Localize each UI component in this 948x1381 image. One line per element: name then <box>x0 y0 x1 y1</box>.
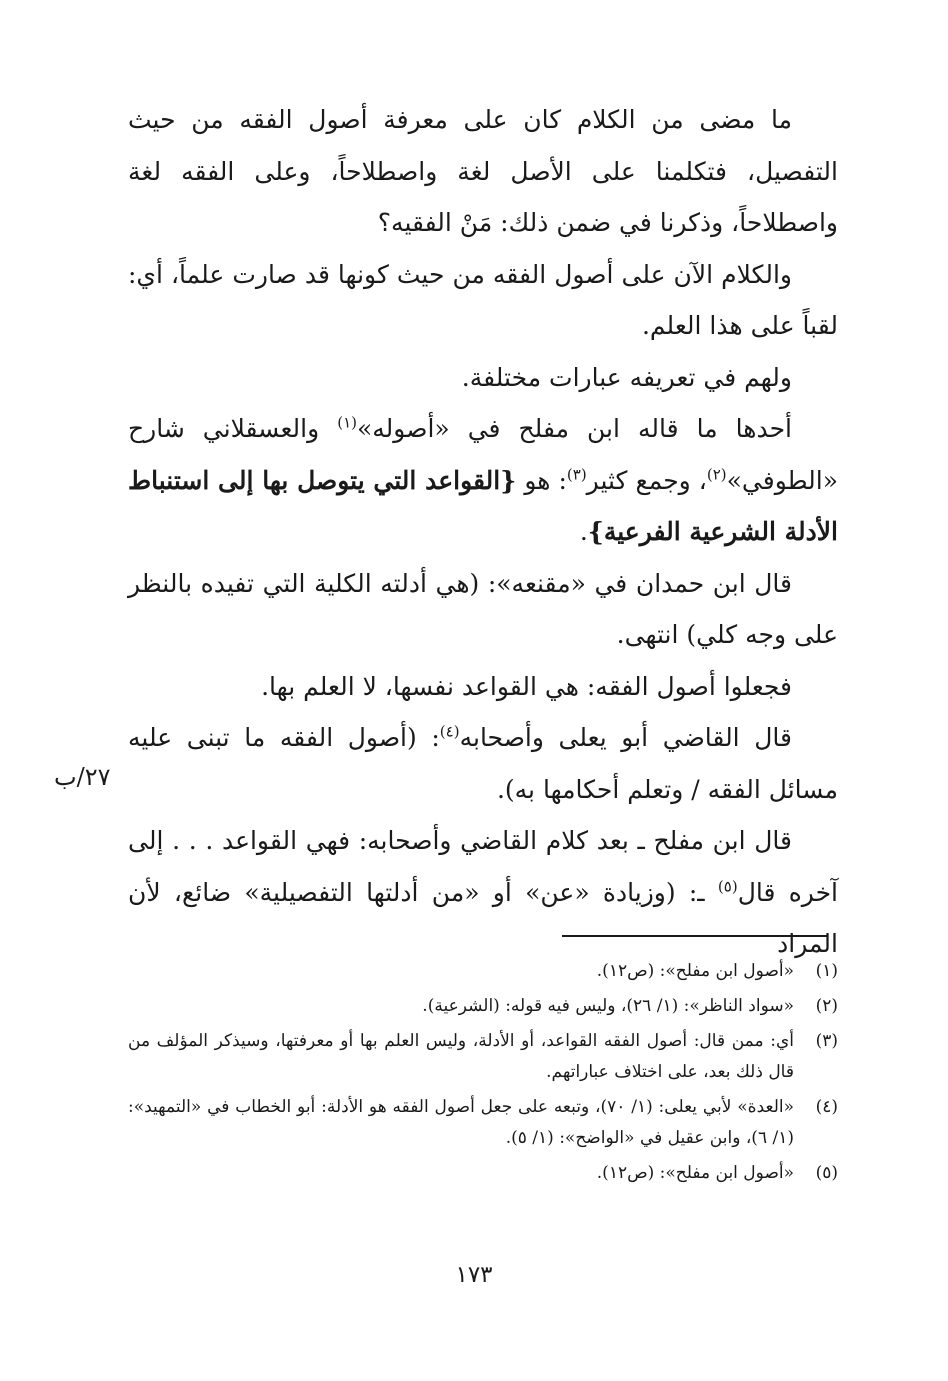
footnote-ref-3: (٣) <box>566 465 587 484</box>
footnote-ref-1: (١) <box>337 413 357 432</box>
footnote-text: «سواد الناظر»: (١/ ٢٦)، وليس فيه قوله: (الشرعية). <box>422 996 794 1016</box>
footnote-ref-2: (٢) <box>706 465 727 484</box>
manuscript-folio-note: ٢٧/ب <box>54 763 111 791</box>
definition-bold: {القواعد التي يتوصل بها إلى استنباط الأدلة الشرعية الفرعية} <box>128 465 838 546</box>
footnote-number: (٥) <box>815 1163 838 1183</box>
footnote-number: (٣) <box>815 1031 838 1051</box>
main-text <box>128 94 838 970</box>
paragraph-4-part-c: ، وجمع كثير <box>586 465 707 495</box>
paragraph-7 <box>128 712 838 815</box>
footnote-text: «أصول ابن مفلح»: (ص١٢). <box>596 1163 794 1183</box>
page-number: ١٧٣ <box>455 1262 493 1288</box>
paragraph-7-part-b: : (أصول الفقه ما تبنى عليه مسائل الفقه / وتعلم أحكامها به). <box>128 723 838 804</box>
footnote-divider <box>562 935 828 937</box>
footnote-1 <box>128 956 838 987</box>
footnote-ref-4: (٤) <box>439 722 460 741</box>
paragraph-4-part-b: والعسقلاني شارح «الطوفي» <box>128 414 838 495</box>
footnote-3 <box>128 1026 838 1088</box>
paragraph-6: فجعلوا أصول الفقه: هي القواعد نفسها، لا العلم بها. <box>261 671 792 701</box>
paragraph-1: ما مضى من الكلام كان على معرفة أصول الفقه من حيث التفصيل، فتكلمنا على الأصل لغة واصطلاحاً، وعلى الفقه لغة واصطلاحاً، وذكرنا في ضمن ذلك: مَنْ الفقيه؟ <box>128 105 838 237</box>
footnote-4 <box>128 1092 838 1154</box>
paragraph-7-part-a: قال القاضي أبو يعلى وأصحابه <box>459 723 792 752</box>
footnote-text: «أصول ابن مفلح»: (ص١٢). <box>596 961 794 981</box>
footnote-number: (٤) <box>815 1097 838 1117</box>
paragraph-4 <box>128 403 838 558</box>
footnote-text: «العدة» لأبي يعلى: (١/ ٧٠)، وتبعه على جعل أصول الفقه هو الأدلة: أبو الخطاب في «التمهيد»: (١/ ٦)، وابن عقيل في «الواضح»: (١/ ٥). <box>128 1097 794 1148</box>
footnote-number: (١) <box>815 961 838 981</box>
paragraph-2: والكلام الآن على أصول الفقه من حيث كونها قد صارت علماً، أي: لقباً على هذا العلم. <box>128 259 838 340</box>
paragraph-4-part-d: : هو <box>516 465 567 495</box>
footnote-text: أي: ممن قال: أصول الفقه القواعد، أو الأدلة، وليس العلم بها أو معرفتها، وسيذكر المؤلف من قال ذلك بعد، على اختلاف عباراتهم. <box>128 1031 794 1082</box>
footnote-5 <box>128 1158 838 1189</box>
paragraph-4-part-e: . <box>579 517 588 546</box>
paragraph-3: ولهم في تعريفه عبارات مختلفة. <box>461 362 792 392</box>
paragraph-5: قال ابن حمدان في «مقنعه»: (هي أدلته الكلية التي تفيده بالنظر على وجه كلي) انتهى. <box>128 568 838 649</box>
paragraph-8 <box>128 815 838 970</box>
paragraph-8-part-a: قال ابن مفلح ـ بعد كلام القاضي وأصحابه: فهي القواعد . . . إلى آخره قال <box>128 826 838 907</box>
paragraph-4-part-a: أحدها ما قاله ابن مفلح في «أصوله» <box>356 414 792 443</box>
footnote-2 <box>128 991 838 1022</box>
paragraph-8-part-b: ـ: (وزيادة «عن» أو «من أدلتها التفصيلية» ضائع، لأن المراد <box>128 877 838 958</box>
footnote-number: (٢) <box>815 996 838 1016</box>
footnote-ref-5: (٥) <box>717 877 738 896</box>
footnotes <box>128 956 838 1193</box>
